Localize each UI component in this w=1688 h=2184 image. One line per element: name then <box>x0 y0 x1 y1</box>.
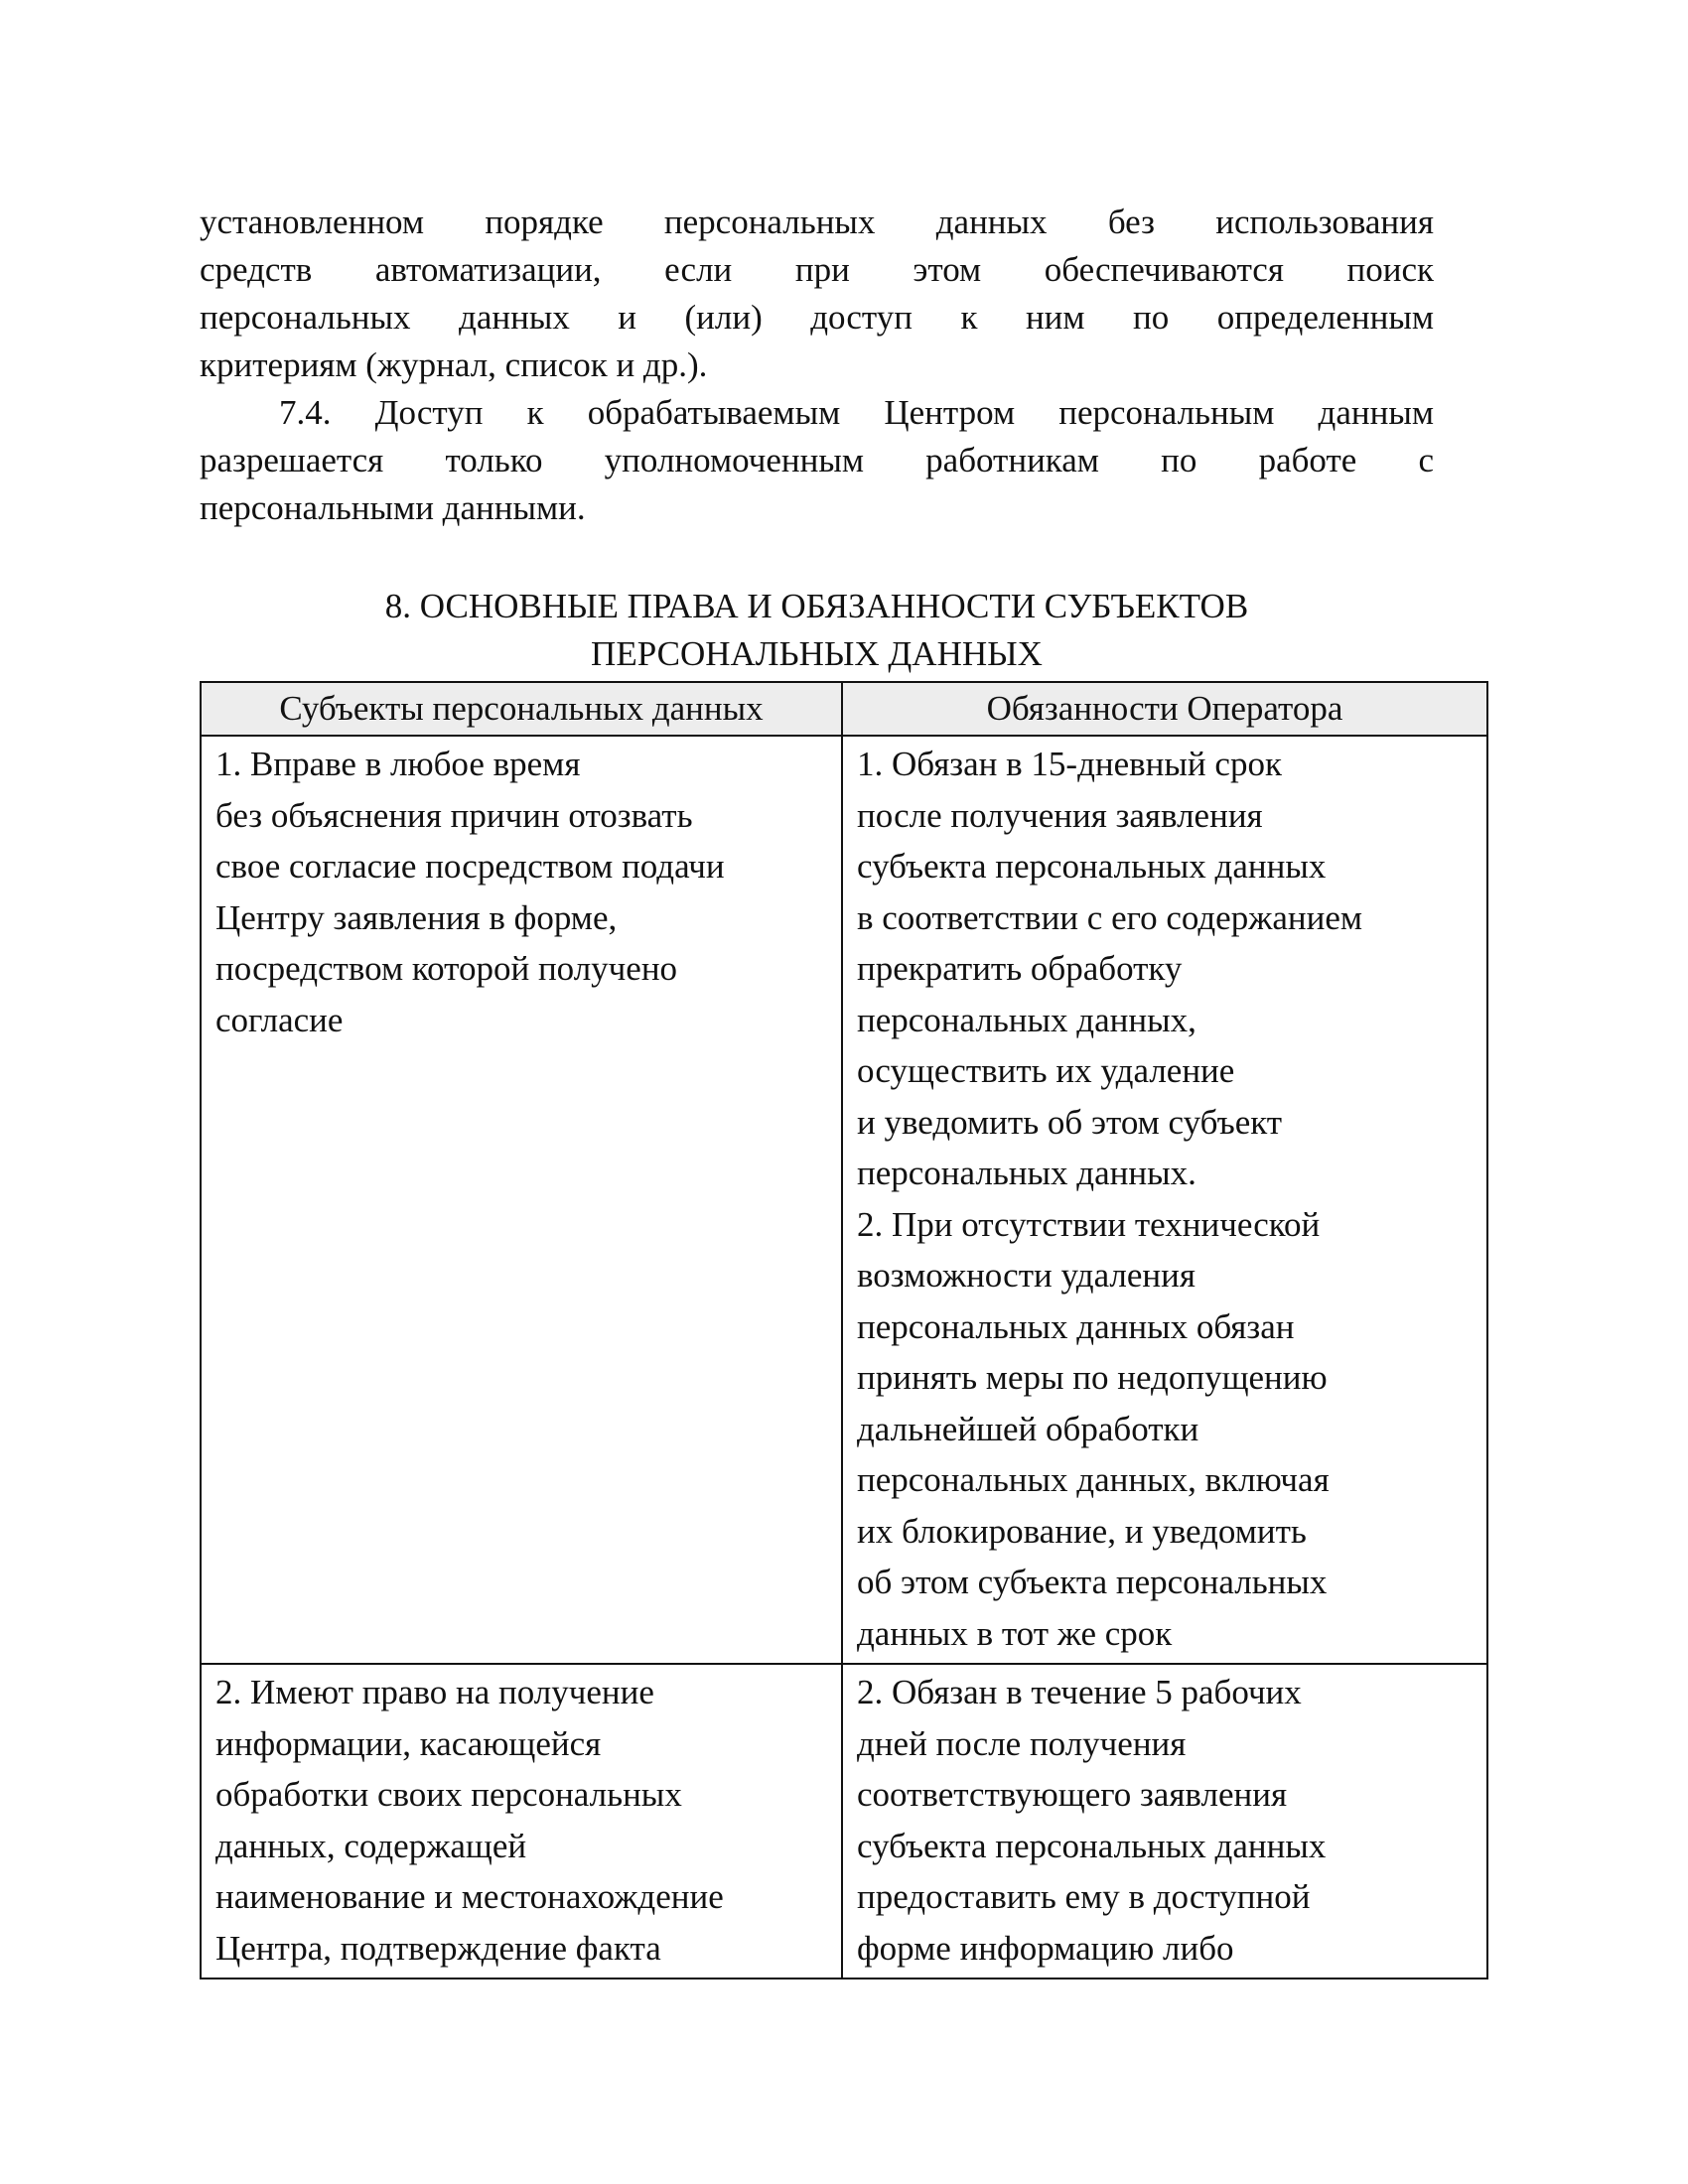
cell-line: персональных данных, <box>857 1000 1196 1039</box>
rights-duties-table <box>200 681 1488 1979</box>
cell-line: персональных данных обязан <box>857 1306 1295 1346</box>
cell-line: Центру заявления в форме, <box>215 897 618 937</box>
cell-line: Центра, подтверждение факта <box>215 1928 661 1968</box>
cell-line: наименование и местонахождение <box>215 1877 724 1916</box>
cell-line: принять меры по недопущению <box>857 1358 1328 1397</box>
column-header-subjects: Субъекты персональных данных <box>201 682 842 736</box>
cell-line: свое согласие посредством подачи <box>215 847 725 886</box>
cell-line: осуществить их удаление <box>857 1051 1235 1090</box>
cell-line: дальнейшей обработки <box>857 1409 1199 1448</box>
cell-line: согласие <box>215 1000 344 1039</box>
table-header-row <box>201 682 1487 736</box>
cell-line: персональных данных, включая <box>857 1460 1330 1499</box>
cell-line: субъекта персональных данных <box>857 1826 1327 1865</box>
text-line: персональных данных и (или) доступ к ним по определенным <box>200 298 1434 337</box>
cell-line: обработки своих персональных <box>215 1775 682 1814</box>
cell-line: без объяснения причин отозвать <box>215 795 693 835</box>
cell-line: информации, касающейся <box>215 1723 602 1763</box>
subject-cell <box>201 736 842 1664</box>
cell-line: прекратить обработку <box>857 949 1183 988</box>
cell-line: данных, содержащей <box>215 1826 527 1865</box>
text-line: средств автоматизации, если при этом обеспечиваются поиск <box>200 250 1434 289</box>
cell-line: соответствующего заявления <box>857 1775 1288 1814</box>
cell-line: 2. При отсутствии технической <box>857 1204 1321 1244</box>
text-line: 7.4. Доступ к обрабатываемым Центром персональным данным <box>279 393 1434 432</box>
body-text <box>200 199 1434 532</box>
cell-line: субъекта персональных данных <box>857 847 1327 886</box>
cell-line: возможности удаления <box>857 1256 1196 1295</box>
text-line: установленном порядке персональных данных без использования <box>200 203 1434 241</box>
cell-line: и уведомить об этом субъект <box>857 1102 1283 1142</box>
section-title-line: ПЕРСОНАЛЬНЫХ ДАННЫХ <box>591 634 1043 673</box>
intro-paragraph <box>200 199 1434 389</box>
operator-cell <box>842 1664 1487 1979</box>
text-line: разрешается только уполномоченным работникам по работе с <box>200 441 1434 479</box>
cell-line: 1. Вправе в любое время <box>215 745 581 783</box>
operator-cell <box>842 736 1487 1664</box>
paragraph-7-4 <box>200 389 1434 532</box>
cell-line: 1. Обязан в 15-дневный срок <box>857 745 1282 783</box>
cell-line: в соответствии с его содержанием <box>857 897 1363 937</box>
section-title-line: 8. ОСНОВНЫЕ ПРАВА И ОБЯЗАННОСТИ СУБЪЕКТОВ <box>384 587 1249 625</box>
column-header-operator: Обязанности Оператора <box>842 682 1487 736</box>
section-title <box>200 583 1434 678</box>
cell-line: 2. Обязан в течение 5 рабочих <box>857 1673 1302 1711</box>
cell-line: после получения заявления <box>857 795 1263 835</box>
table-row <box>201 1664 1487 1979</box>
text-line: персональными данными. <box>200 488 586 527</box>
cell-line: посредством которой получено <box>215 949 678 988</box>
cell-line: дней после получения <box>857 1723 1187 1763</box>
cell-line: форме информацию либо <box>857 1928 1234 1968</box>
cell-line: данных в тот же срок <box>857 1613 1173 1653</box>
table-row <box>201 736 1487 1664</box>
cell-line: предоставить ему в доступной <box>857 1877 1311 1916</box>
cell-line: персональных данных. <box>857 1154 1196 1192</box>
cell-line: об этом субъекта персональных <box>857 1563 1328 1601</box>
text-line: критериям (журнал, список и др.). <box>200 345 708 384</box>
cell-line: их блокирование, и уведомить <box>857 1511 1307 1551</box>
cell-line: 2. Имеют право на получение <box>215 1673 654 1711</box>
subject-cell <box>201 1664 842 1979</box>
